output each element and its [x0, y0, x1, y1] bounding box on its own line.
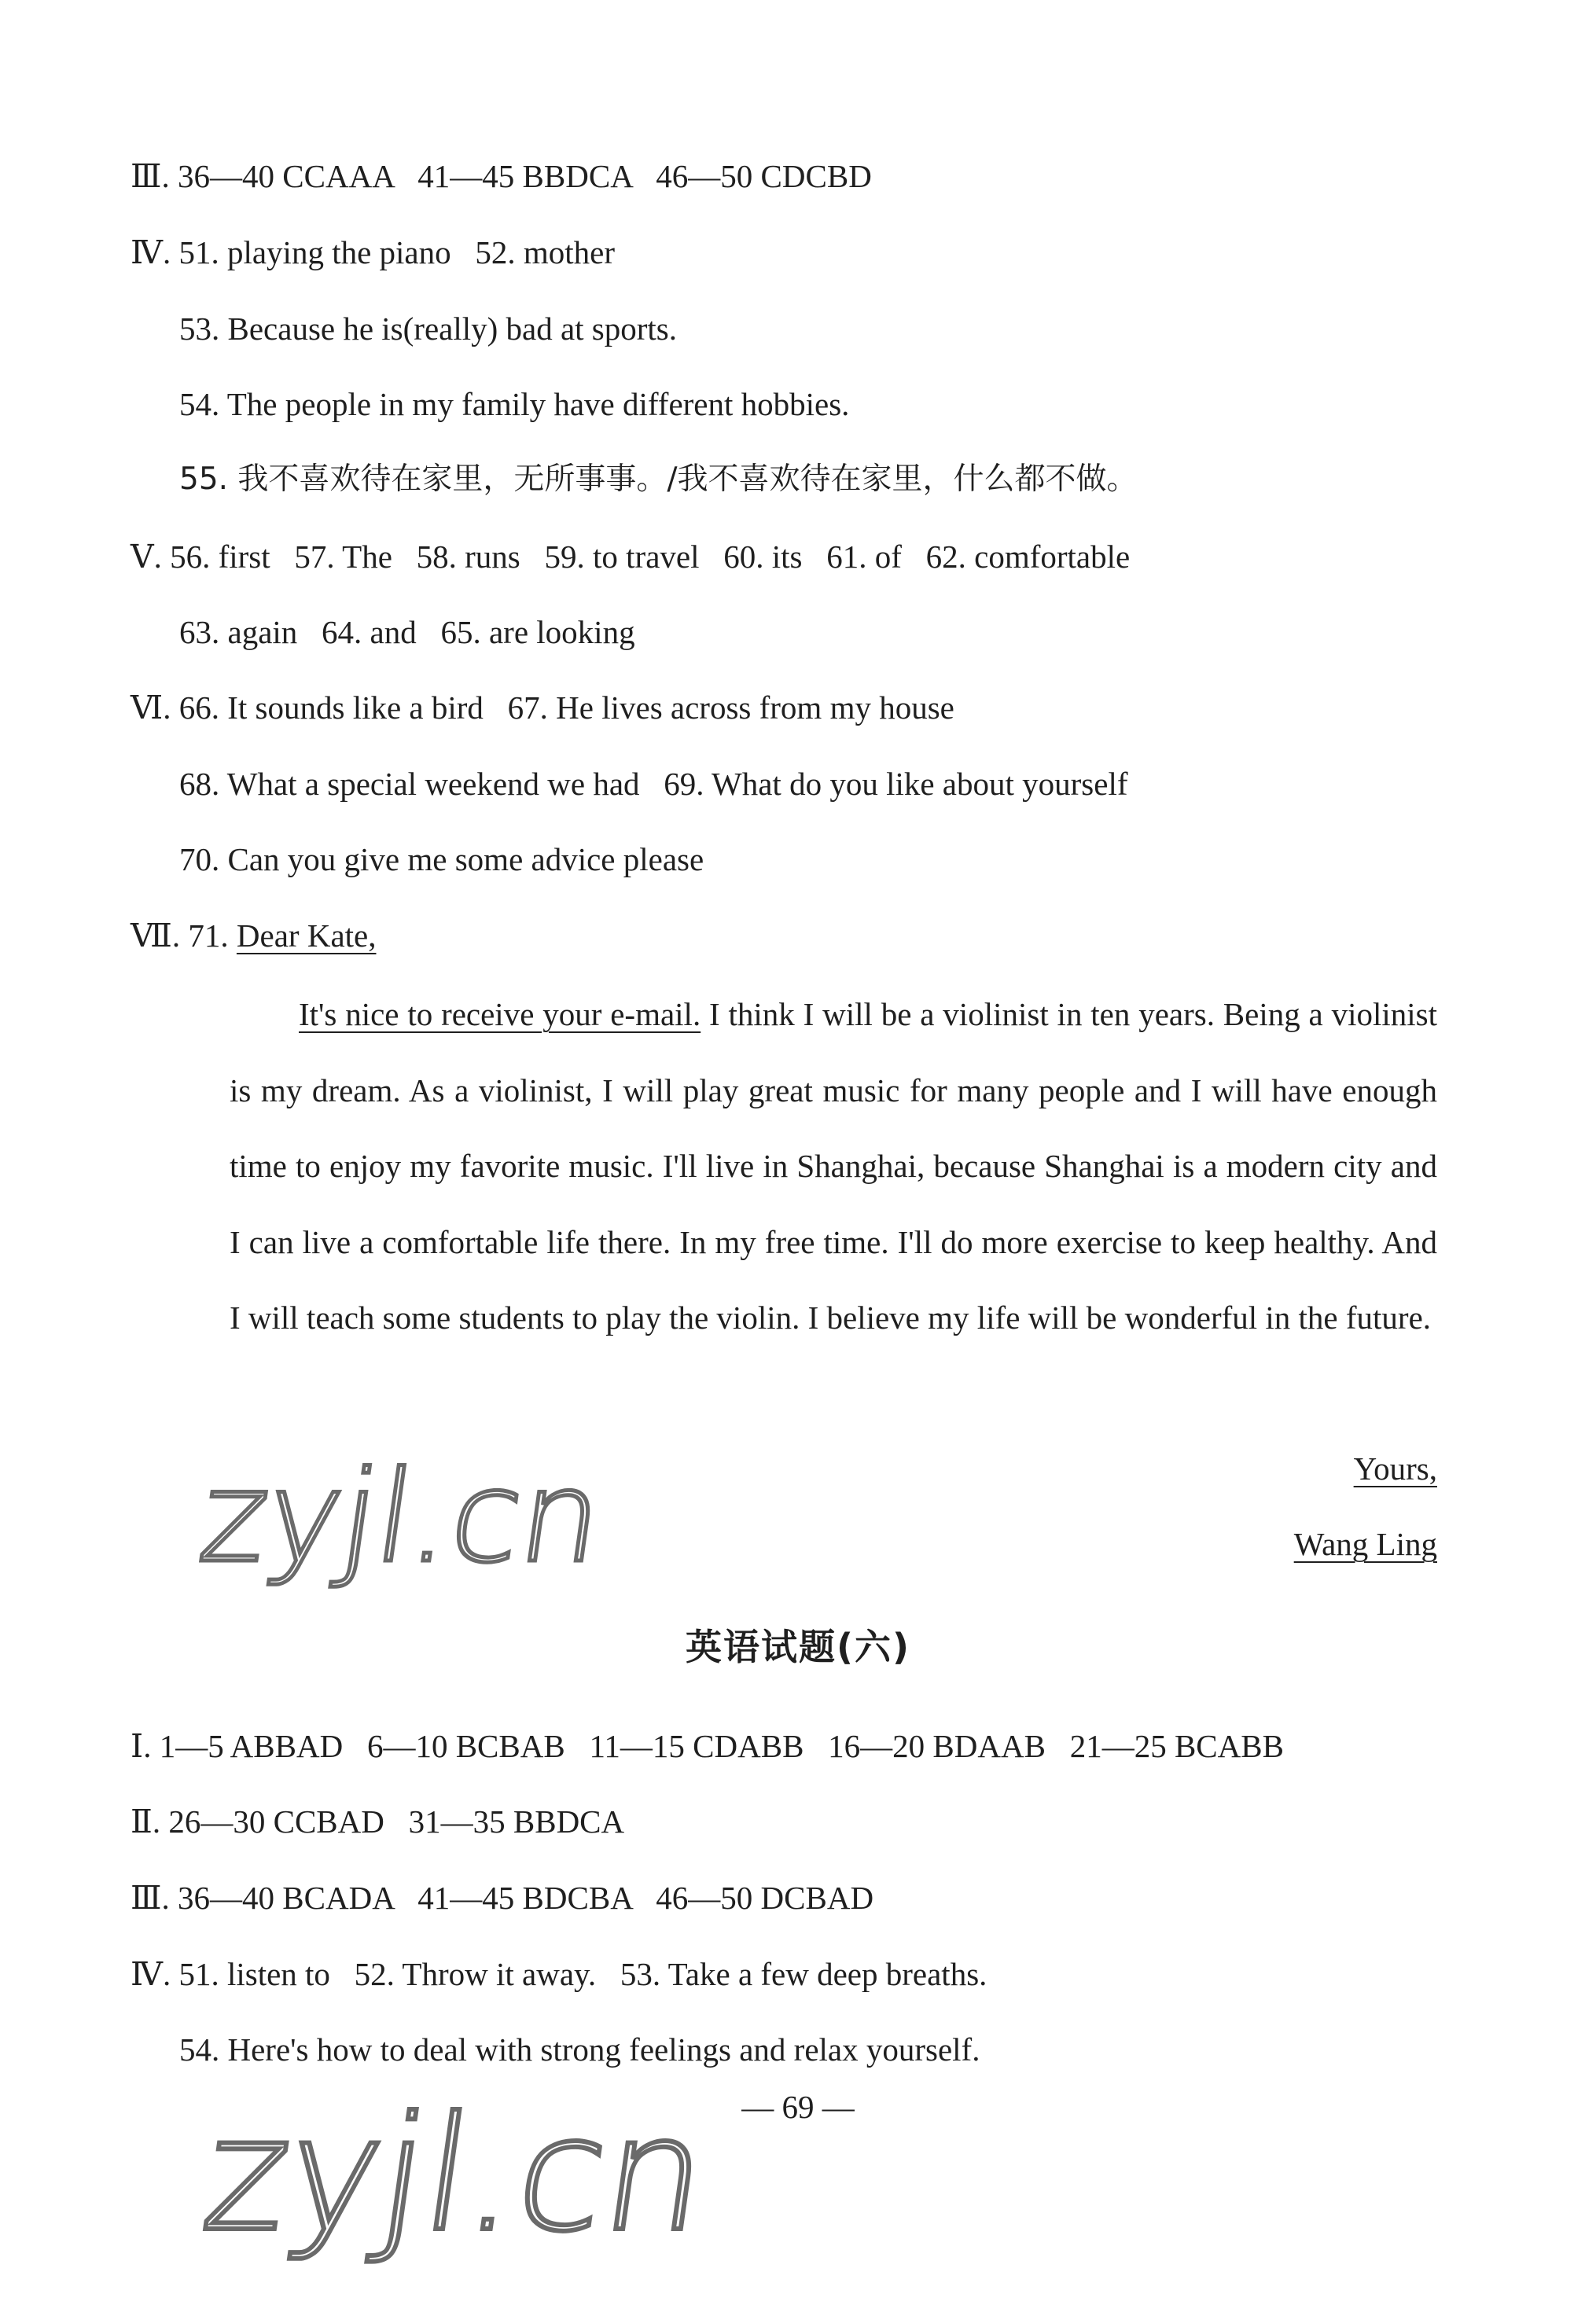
answer-line-53: 53. Because he is(really) bad at sports.: [179, 311, 678, 347]
answer-line-IV: Ⅳ. 51. playing the piano 52. mother: [131, 234, 616, 270]
section-title: 英语试题(六): [685, 1626, 911, 1668]
watermark-text: zyjl.cn: [191, 1443, 612, 1590]
letter-opening: It's nice to receive your e-mail.: [299, 996, 701, 1032]
answer-line-70: 70. Can you give me some advice please: [179, 841, 704, 877]
letter-body: [230, 976, 1437, 1356]
letter-text: I think I will be a violinist in ten years. Being a violinist is my dream. As a violinist, I will play great music for many people and I will have enough time to enjoy my favorite music. I'll live in Shanghai, because Shanghai is a modern city and I can live a comfortable life there. In my free time. I'll do more exercise to keep healthy. And I will teach some students to play the violin. I believe my life will be wonderful in the future.: [230, 996, 1437, 1336]
answer-line-I: Ⅰ. 1—5 ABBAD 6—10 BCBAB 11—15 CDABB 16—20 BDAAB 21—25 BCABB: [131, 1728, 1284, 1764]
answer-line-IV-2: Ⅳ. 51. listen to 52. Throw it away. 53. Take a few deep breaths.: [131, 1956, 987, 1992]
answer-line-54: 54. The people in my family have different hobbies.: [179, 386, 850, 422]
answer-line-54-2: 54. Here's how to deal with strong feelings and relax yourself.: [179, 2031, 980, 2068]
page-number: — 69 —: [741, 2089, 855, 2125]
question-prefix: Ⅶ. 71.: [131, 917, 237, 954]
watermark-text: zyjl.cn: [193, 2083, 719, 2266]
answer-line-V: Ⅴ. 56. first 57. The 58. runs 59. to travel 60. its 61. of 62. comfortable: [131, 539, 1131, 575]
answer-line-II: Ⅱ. 26—30 CCBAD 31—35 BBDCA: [131, 1803, 625, 1840]
letter-signature: Wang Ling: [1293, 1526, 1437, 1562]
answer-line-VII: [131, 912, 376, 959]
answer-line-68-69: 68. What a special weekend we had 69. What do you like about yourself: [179, 766, 1128, 802]
letter-closing: Yours,: [1353, 1450, 1437, 1487]
answer-line-55: 55. 我不喜欢待在家里，无所事事。/我不喜欢待在家里，什么都不做。: [179, 461, 1138, 497]
answer-line-III: Ⅲ. 36—40 CCAAA 41—45 BBDCA 46—50 CDCBD: [131, 158, 872, 194]
watermark-logo: [193, 2075, 719, 2266]
letter-greeting: Dear Kate,: [236, 917, 377, 954]
answer-line-III-2: Ⅲ. 36—40 BCADA 41—45 BDCBA 46—50 DCBAD: [131, 1880, 874, 1916]
answer-line-63-65: 63. again 64. and 65. are looking: [179, 614, 635, 650]
watermark-logo: [191, 1443, 612, 1592]
answer-line-VI: Ⅵ. 66. It sounds like a bird 67. He lives across from my house: [131, 689, 954, 726]
